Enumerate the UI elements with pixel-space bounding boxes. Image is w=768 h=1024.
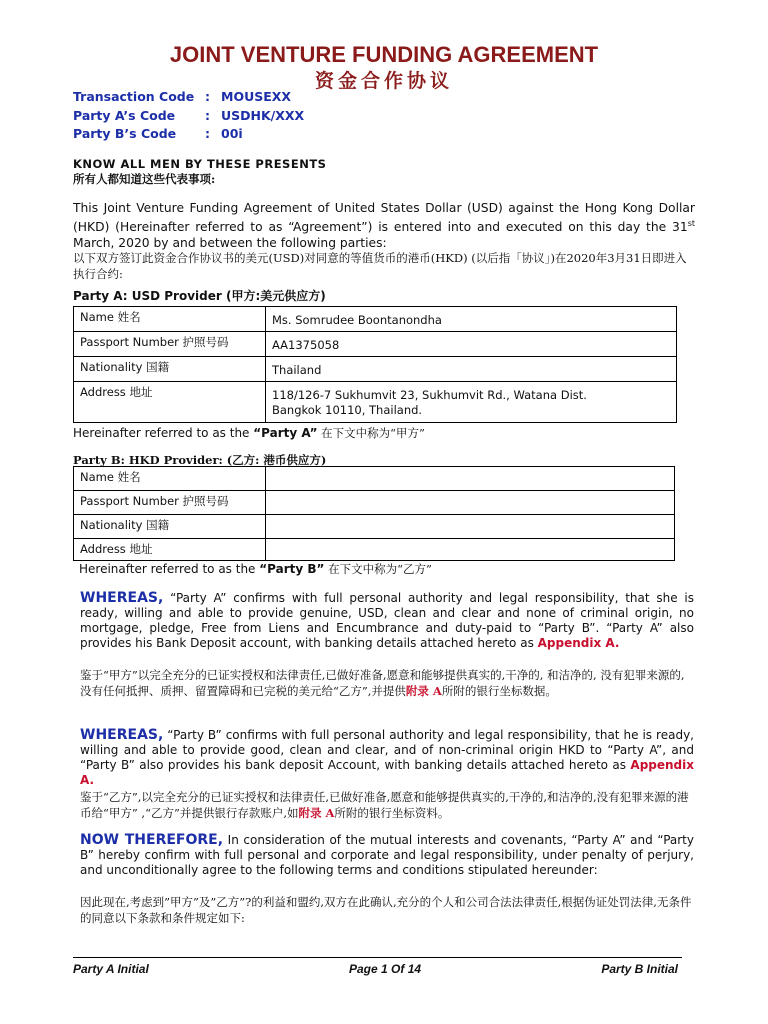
party-b-table	[73, 466, 675, 561]
party-b-initial: Party B Initial	[601, 962, 678, 976]
table-row	[74, 539, 675, 561]
table-row	[74, 357, 677, 382]
party-a-term: “Party A”	[253, 426, 318, 440]
intro-superscript: st	[687, 219, 695, 228]
transaction-code-line	[73, 89, 291, 104]
now-therefore-paragraph	[80, 833, 694, 878]
intro-chinese: 以下双方签订此资金合作协议书的美元(USD)对同意的等值货币的港币(HKD) (以后指「协议」)在2020年3月31日即进入执行合约:	[73, 251, 687, 281]
appendix-a-reference: Appendix A.	[537, 636, 620, 650]
code-separator: :	[205, 89, 210, 104]
whereas-1-chinese-text: 鉴于“甲方”以完全充分的已证实授权和法律责任,已做好准备,愿意和能够提供真实的,干净的, 和洁净的, 没有犯罪来源的, 没有任何抵押、质押、留置障碍和已完税的美元给“乙方”,并提供	[80, 668, 685, 698]
whereas-1-paragraph	[80, 591, 694, 651]
whereas-2-chinese	[80, 789, 694, 821]
whereas-heading: WHEREAS,	[80, 727, 164, 743]
table-row	[74, 307, 677, 332]
code-separator: :	[205, 126, 210, 141]
party-a-code-value: USDHK/XXX	[221, 108, 305, 123]
party-b-code-value: 00i	[221, 126, 243, 141]
passport-value	[266, 491, 675, 515]
address-value	[266, 539, 675, 561]
whereas-2-text: “Party B” confirms with full personal authority and legal responsibility, that he is ready, willing and able to provide good, clean and clear, and of non-criminal origin HKD to “Party A”, and “Party B” also provides his bank deposit Account, with banking details attached hereto as	[80, 728, 694, 772]
table-row	[74, 382, 677, 423]
address-value: 118/126-7 Sukhumvit 23, Sukhumvit Rd., Watana Dist. Bangkok 10110, Thailand.	[266, 382, 677, 423]
whereas-1-text: “Party A” confirms with full personal authority and legal responsibility, that she is ready, willing and able to provide genuine, USD, clean and clear and none of criminal origin, no mortgage, pledge, Free from Liens and Encumbrance and duty-paid to “Party B”. “Party A” also provides his Bank Deposit account, with banking details attached hereto as	[80, 591, 694, 650]
passport-label: Passport Number 护照号码	[74, 491, 266, 515]
whereas-1-chinese	[80, 667, 694, 699]
know-all-men-chinese: 所有人都知道这些代表事项:	[73, 172, 216, 186]
party-b-heading: Party B: HKD Provider: (乙方: 港币供应方)	[73, 453, 327, 467]
whereas-2-chinese-end: 所附的银行坐标资料。	[334, 806, 450, 820]
name-label: Name 姓名	[74, 307, 266, 332]
nationality-value	[266, 515, 675, 539]
whereas-2-paragraph	[80, 728, 694, 788]
appendix-a-reference: Appendix A.	[80, 758, 694, 787]
whereas-2-chinese-text: 鉴于“乙方”,以完全充分的已证实授权和法律责任,已做好准备,愿意和能够提供真实的,干净的,和洁净的,没有犯罪来源的港币给“甲方” ,“乙方”并提供银行存款账户,如	[80, 790, 689, 820]
party-a-code-label: Party A’s Code	[73, 108, 176, 123]
name-value: Ms. Somrudee Boontanondha	[266, 307, 677, 332]
intro-text-1: This Joint Venture Funding Agreement of United States Dollar (USD) against the Hong Kong Dollar (HKD) (Hereinafter referred to as “Agreement”) is entered into and executed on this day the 31	[73, 201, 695, 235]
party-a-term-chinese: 在下文中称为“甲方”	[317, 426, 425, 440]
appendix-a-chinese: 附录 A	[405, 684, 442, 698]
title-chinese: 资金合作协议	[314, 70, 453, 92]
table-row	[74, 332, 677, 357]
party-a-code-line	[73, 108, 304, 123]
table-row	[74, 467, 675, 491]
name-value	[266, 467, 675, 491]
now-therefore-chinese: 因此现在,考虑到”甲方”及”乙方”?的利益和盟约,双方在此确认,充分的个人和公司合法法律责任,根据伪证处罚法律,无条件的同意以下条款和条件规定如下:	[80, 895, 692, 925]
know-all-men-heading: KNOW ALL MEN BY THESE PRESENTS	[73, 157, 327, 171]
table-row	[74, 515, 675, 539]
passport-label: Passport Number 护照号码	[74, 332, 266, 357]
party-b-code-line	[73, 126, 243, 141]
now-therefore-heading: NOW THEREFORE,	[80, 832, 224, 848]
reference-text: Hereinafter referred to as the	[79, 562, 260, 576]
intro-text-2: March, 2020 by and between the following parties:	[73, 236, 387, 251]
reference-text: Hereinafter referred to as the	[73, 426, 254, 440]
page-number: Page 1 Of 14	[349, 962, 422, 976]
party-a-reference	[73, 425, 695, 441]
whereas-heading: WHEREAS,	[80, 590, 164, 606]
nationality-label: Nationality 国籍	[74, 357, 266, 382]
address-label: Address 地址	[74, 382, 266, 423]
party-a-initial: Party A Initial	[73, 962, 149, 976]
transaction-code-label: Transaction Code	[73, 89, 195, 104]
intro-paragraph	[73, 200, 695, 251]
party-b-term: “Party B”	[259, 562, 325, 576]
passport-value: AA1375058	[266, 332, 677, 357]
table-row	[74, 491, 675, 515]
party-a-table	[73, 306, 677, 423]
whereas-1-chinese-end: 所附的银行坐标数据。	[441, 684, 557, 698]
nationality-label: Nationality 国籍	[74, 515, 266, 539]
party-a-heading: Party A: USD Provider (甲方:美元供应方)	[73, 289, 326, 303]
nationality-value: Thailand	[266, 357, 677, 382]
address-label: Address 地址	[74, 539, 266, 561]
appendix-a-chinese: 附录 A	[298, 806, 335, 820]
party-b-reference	[79, 561, 701, 577]
party-b-term-chinese: 在下文中称为“乙方”	[324, 562, 432, 576]
name-label: Name 姓名	[74, 467, 266, 491]
now-therefore-text: In consideration of the mutual interests and covenants, “Party A” and “Party B” hereby confirm with full personal and corporate and legal responsibility, under penalty of perjury, and unconditionally agree to the following terms and conditions stipulated hereunder:	[80, 833, 694, 877]
party-b-code-label: Party B’s Code	[73, 126, 177, 141]
title-english: JOINT VENTURE FUNDING AGREEMENT	[169, 42, 599, 67]
code-separator: :	[205, 108, 210, 123]
transaction-code-value: MOUSEXX	[221, 89, 292, 104]
footer-divider	[73, 957, 682, 958]
